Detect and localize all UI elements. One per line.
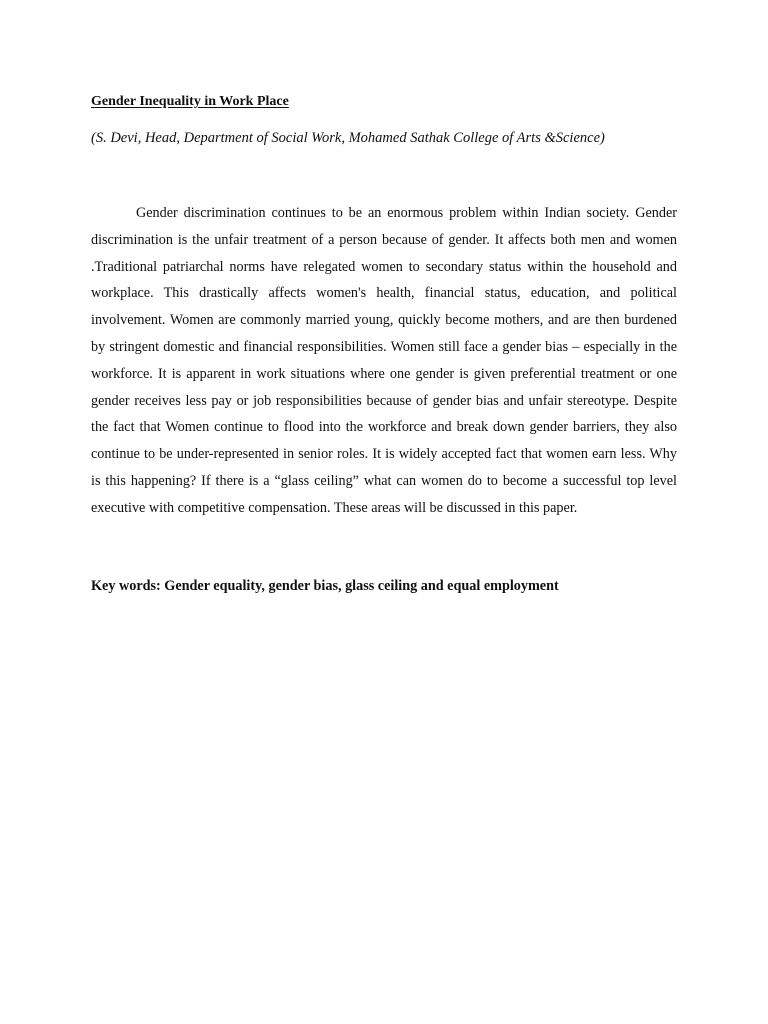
keywords-line: Key words: Gender equality, gender bias, glass ceiling and equal employment xyxy=(91,578,559,594)
author-affiliation: (S. Devi, Head, Department of Social Work, Mohamed Sathak College of Arts &Science) xyxy=(91,130,605,146)
document-title: Gender Inequality in Work Place xyxy=(91,94,289,109)
abstract-paragraph: Gender discrimination continues to be an enormous problem within Indian society. Gender discrimination is the unfair treatment of a person because of gender. It affects both men and women .Traditional patriarchal norms have relegated women to secondary status within the household and workplace. This drastically affects women's health, financial status, education, and political involvement. Women are commonly married young, quickly become mothers, and are then burdened by stringent domestic and financial responsibilities. Women still face a gender bias – especially in the workforce. It is apparent in work situations where one gender is given preferential treatment or one gender receives less pay or job responsibilities because of gender bias and unfair stereotype. Despite the fact that Women continue to flood into the workforce and break down gender barriers, they also continue to be under-represented in senior roles. It is widely accepted fact that women earn less. Why is this happening? If there is a “glass ceiling” what can women do to become a successful top level executive with competitive compensation. These areas will be discussed in this paper. xyxy=(91,205,677,516)
